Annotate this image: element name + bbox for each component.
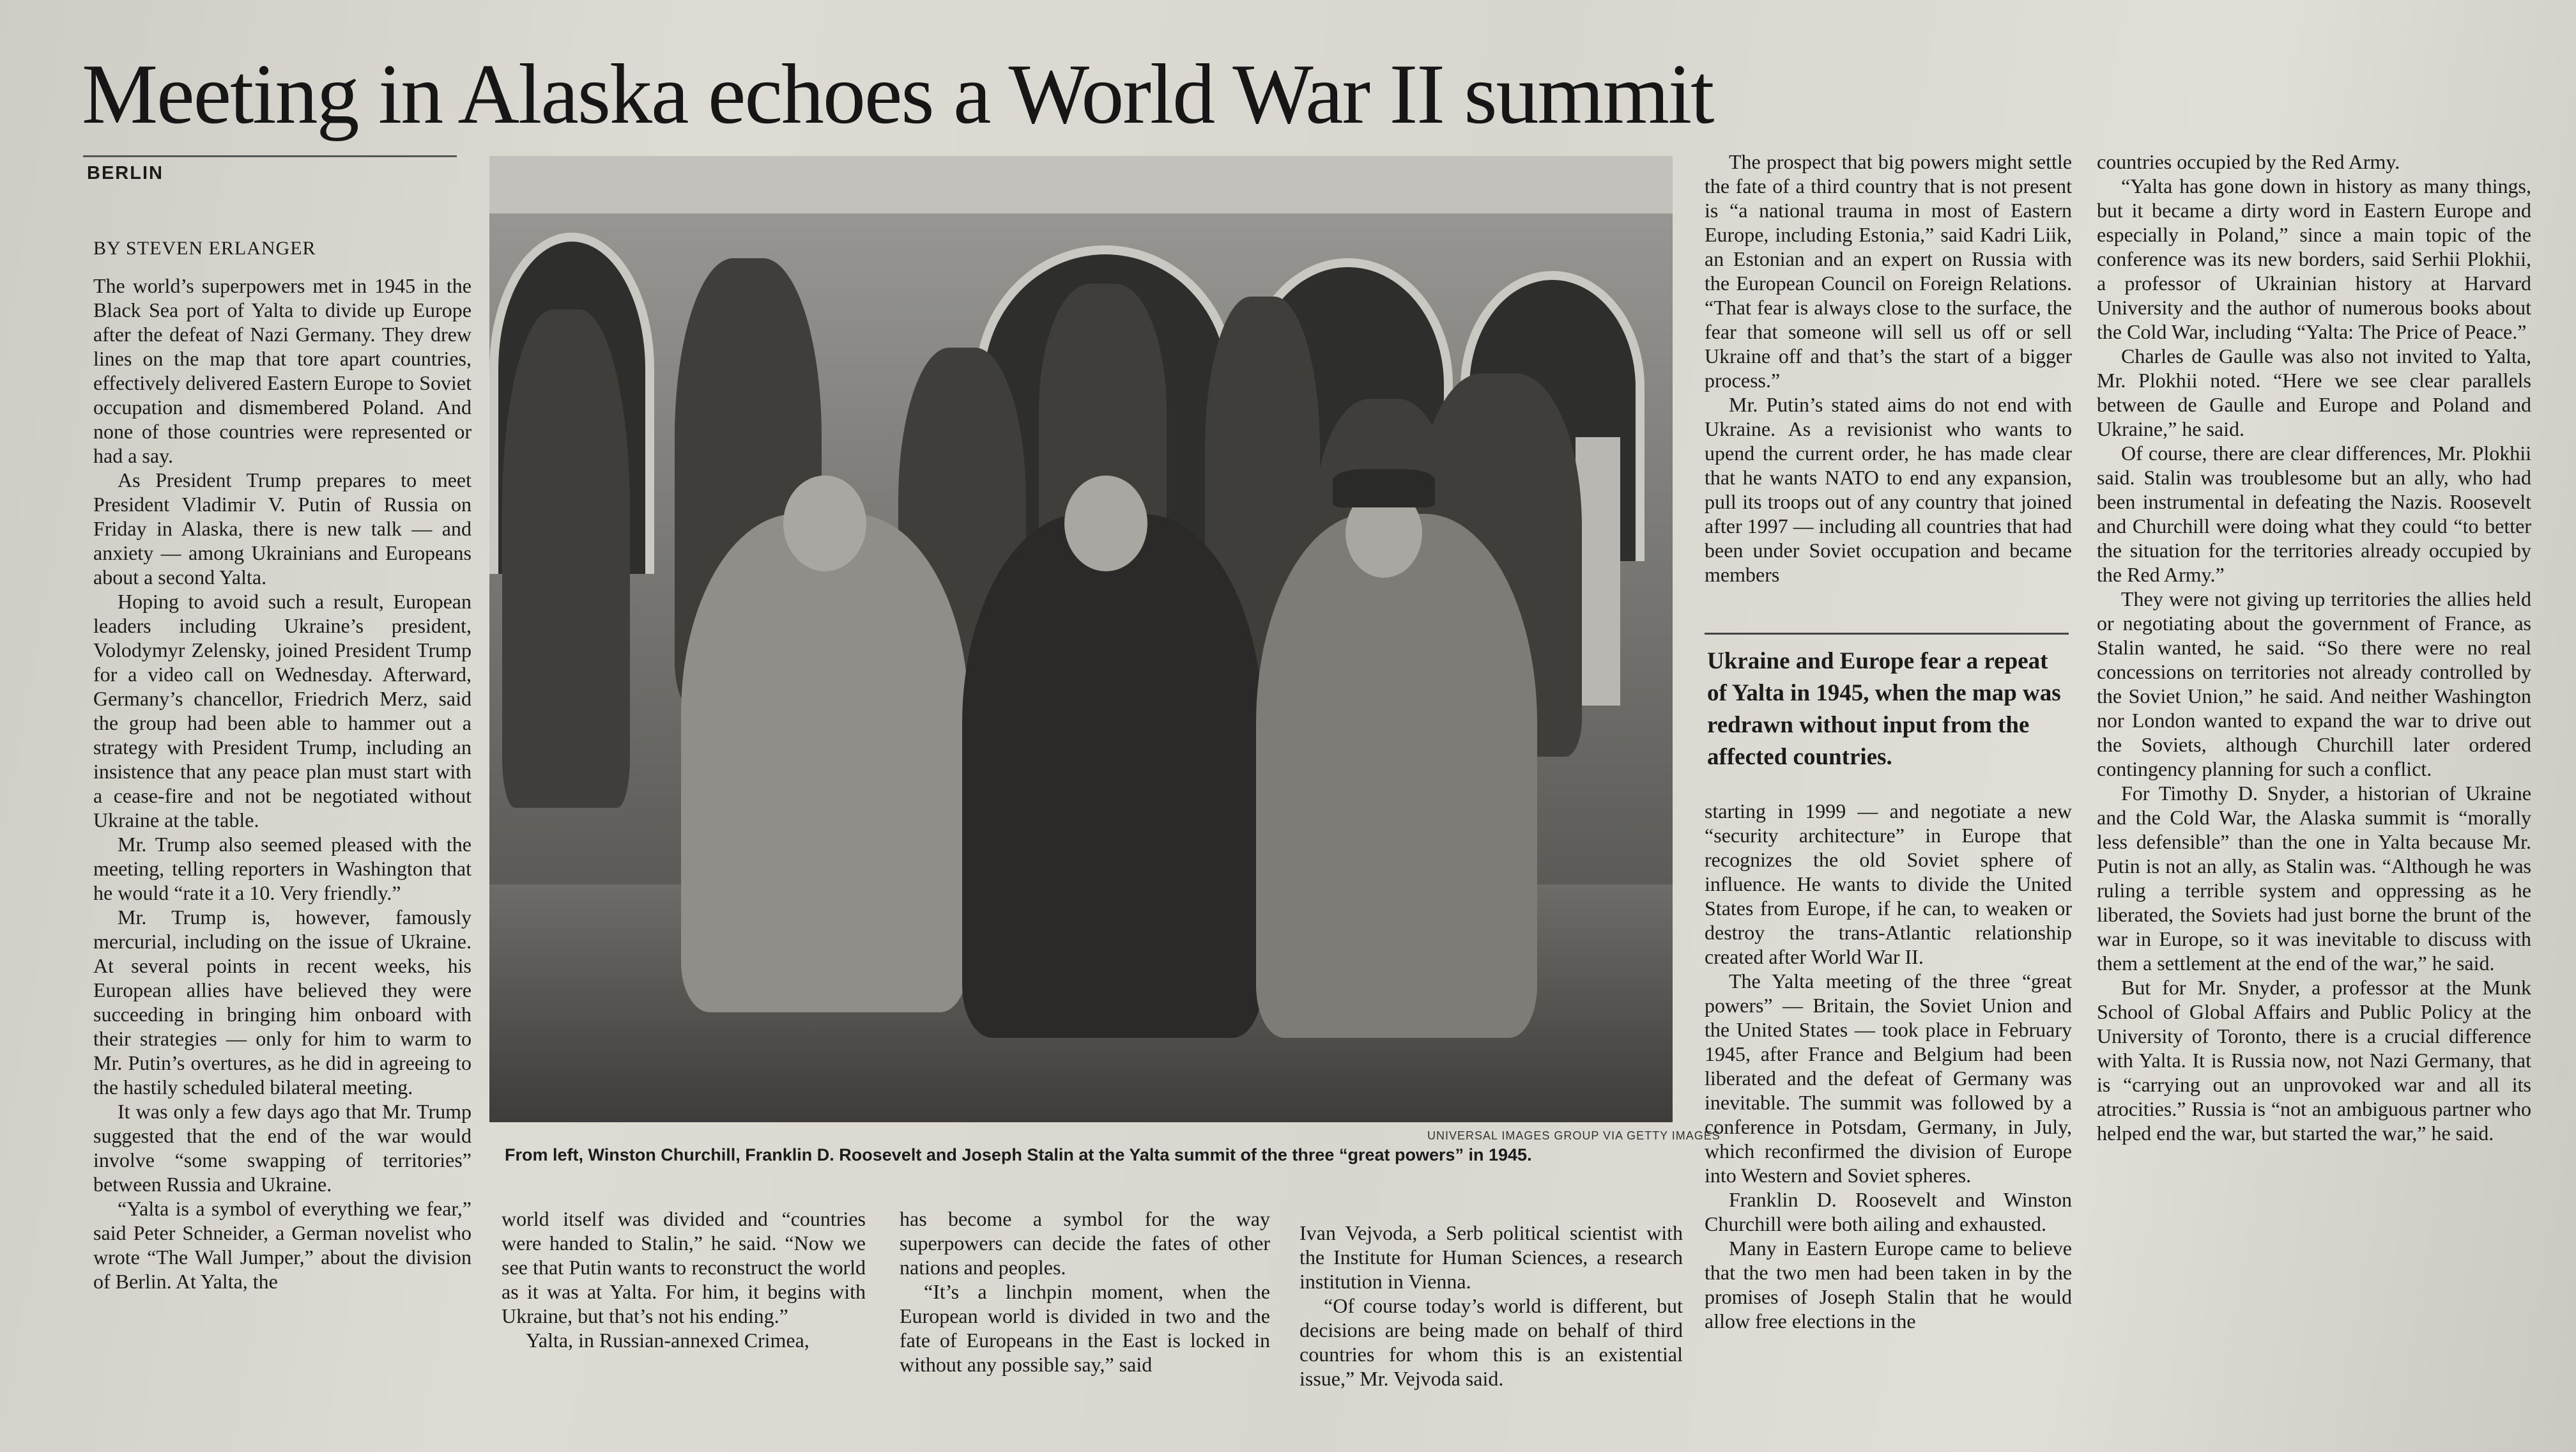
paragraph: Mr. Trump also seemed pleased with the meeting, telling reporters in Washington that he would “rate it a 10. Very friendly.” [93, 833, 471, 904]
paragraph: “It’s a linchpin moment, when the European world is divided in two and the fate of Europeans in the East is locked in without any possible say,” said [900, 1280, 1270, 1376]
paragraph: “Of course today’s world is different, but decisions are being made on behalf of third countries for whom this is an existential issue,” Mr. Vejvoda said. [1300, 1294, 1683, 1390]
pull-quote-rule [1705, 633, 2069, 635]
photo-figure-roosevelt [962, 514, 1262, 1038]
paragraph: As President Trump prepares to meet President Vladimir V. Putin of Russia on Friday in Alaska, there is new talk — and anxiety — among Ukrainians and Europeans about a second Yalta. [93, 468, 471, 589]
article-column-3 [900, 1207, 1270, 1398]
byline: BY STEVEN ERLANGER [93, 238, 316, 259]
photo-head [783, 475, 866, 571]
article-column-6 [2097, 150, 2531, 1409]
paragraph: Many in Eastern Europe came to believe that the two men had been taken in by the promises of Joseph Stalin that he would allow free elections in the [1705, 1237, 2072, 1332]
paragraph: world itself was divided and “countries were handed to Stalin,” he said. “Now we see that Putin wants to reconstruct the world as it was at Yalta. For him, it begins with Ukraine, but that’s not his ending.” [502, 1207, 866, 1327]
photo-cap [1333, 469, 1435, 507]
article-column-2 [502, 1207, 866, 1398]
article-column-5 [1705, 150, 2072, 597]
paragraph: Franklin D. Roosevelt and Winston Churchill were both ailing and exhausted. [1705, 1188, 2072, 1235]
photo-wall [489, 156, 1673, 213]
dateline-rule [83, 155, 457, 157]
photo-pillar [1575, 437, 1620, 706]
paragraph: “Yalta is a symbol of everything we fear,” said Peter Schneider, a German novelist who wrote “The Wall Jumper,” about the division of Berlin. At Yalta, the [93, 1197, 471, 1293]
paragraph: has become a symbol for the way superpowers can decide the fates of other nations and peoples. [900, 1207, 1270, 1279]
paragraph: It was only a few days ago that Mr. Trump suggested that the end of the war would involve “some swapping of territories” between Russia and Ukraine. [93, 1100, 471, 1196]
paragraph: The prospect that big powers might settle the fate of a third country that is not present is “a national trauma in most of Eastern Europe, including Estonia,” said Kadri Liik, an Estonian and an expert on Russia with the European Council on Foreign Relations. “That fear is always close to the surface, the fear that someone will sell us off or sell Ukraine off and that’s the start of a bigger process.” [1705, 150, 2072, 392]
paragraph: They were not giving up territories the allies held or negotiating about the government of France, as Stalin wanted, he said. “So there were no real concessions on territories not already controlled by the Soviet Union,” he said. And neither Washington nor London wanted to expand the war to drive out the Soviets, although Churchill later ordered contingency planning for such a conflict. [2097, 587, 2531, 780]
paragraph: Hoping to avoid such a result, European leaders including Ukraine’s president, Volodymyr Zelensky, joined President Trump for a video call on Wednesday. Afterward, Germany’s chancellor, Friedrich Merz, said the group had been able to hammer out a strategy with President Trump, including an insistence that any peace plan must start with a cease-fire and not be negotiated without Ukraine at the table. [93, 590, 471, 831]
paragraph: “Yalta has gone down in history as many things, but it became a dirty word in Eastern Europe and especially in Poland,” since a main topic of the conference was its new borders, said Serhii Plokhii, a professor of Ukrainian history at Harvard University and the author of numerous books about the Cold War, including “Yalta: The Price of Peace.” [2097, 174, 2531, 343]
article-column-4 [1300, 1221, 1683, 1400]
pull-quote: Ukraine and Europe fear a repeat of Yalta in 1945, when the map was redrawn without input from the affected countries. [1707, 648, 2061, 770]
paragraph: But for Mr. Snyder, a professor at the Munk School of Global Affairs and Public Policy at the University of Toronto, there is a crucial difference with Yalta. It is Russia now, not Nazi Germany, that is “carrying out an unprovoked war and all its atrocities.” Russia is “not an ambiguous partner who helped end the war, but started the war,” he said. [2097, 976, 2531, 1145]
photo-figure [502, 309, 630, 808]
photo-credit: UNIVERSAL IMAGES GROUP VIA GETTY IMAGES [1427, 1129, 1721, 1142]
yalta-summit-photo [489, 156, 1673, 1122]
headline: Meeting in Alaska echoes a World War II summit [82, 47, 1713, 141]
paragraph: The Yalta meeting of the three “great powers” — Britain, the Soviet Union and the United States — took place in February 1945, after France and Belgium had been liberated and the defeat of Germany was inevitable. The summit was followed by a conference in Potsdam, Germany, in July, which reconfirmed the division of Europe into Western and Soviet spheres. [1705, 969, 2072, 1187]
paragraph: Mr. Putin’s stated aims do not end with Ukraine. As a revisionist who wants to upend the current order, he has made clear that he wants NATO to end any expansion, pull its troops out of any country that joined after 1997 — including all countries that had been under Soviet occupation and became members [1705, 393, 2072, 586]
paragraph: starting in 1999 — and negotiate a new “security architecture” in Europe that recognizes the old Soviet sphere of influence. He wants to divide the United States from Europe, if he can, to weaken or destroy the trans-Atlantic relationship created after World War II. [1705, 799, 2072, 968]
dateline: BERLIN [87, 163, 164, 183]
paragraph: countries occupied by the Red Army. [2097, 150, 2400, 173]
paragraph: Yalta, in Russian-annexed Crimea, [526, 1329, 809, 1352]
paragraph: For Timothy D. Snyder, a historian of Ukraine and the Cold War, the Alaska summit is “morally less defensible” than the one in Yalta because Mr. Putin is not an ally, as Stalin was. “Although he was ruling a terrible system and oppressing as he liberated, the Soviets had just borne the brunt of the war in Europe, so it was inevitable to discuss with them a settlement at the end of the war,” he said. [2097, 782, 2531, 975]
article-column-5-continued [1705, 799, 2072, 1406]
paragraph: Ivan Vejvoda, a Serb political scientist with the Institute for Human Sciences, a research institution in Vienna. [1300, 1221, 1683, 1293]
paragraph: The world’s superpowers met in 1945 in the Black Sea port of Yalta to divide up Europe after the defeat of Nazi Germany. They drew lines on the map that tore apart countries, effectively delivered Eastern Europe to Soviet occupation and dismembered Poland. And none of those countries were represented or had a say. [93, 274, 471, 467]
article-column-1 [93, 274, 471, 1419]
paragraph: Of course, there are clear differences, Mr. Plokhii said. Stalin was troublesome but an ally, who had been instrumental in defeating the Nazis. Roosevelt and Churchill were doing what they could “to better the situation for the territories already occupied by the Red Army.” [2097, 442, 2531, 586]
paragraph: Charles de Gaulle was also not invited to Yalta, Mr. Plokhii noted. “Here we see clear parallels between de Gaulle and Europe and Poland and Ukraine,” he said. [2097, 344, 2531, 440]
paragraph: Mr. Trump is, however, famously mercurial, including on the issue of Ukraine. At several points in recent weeks, his European allies have believed they were succeeding in bringing him onboard with their strategies — only for him to warm to Mr. Putin’s overtures, as he did in agreeing to the hastily scheduled bilateral meeting. [93, 906, 471, 1099]
photo-head [1064, 475, 1147, 571]
photo-figure-churchill [681, 514, 969, 1012]
photo-figure-stalin [1256, 514, 1537, 1038]
photo-caption: From left, Winston Churchill, Franklin D. Roosevelt and Joseph Stalin at the Yalta summit of the three “great powers” in 1945. [505, 1145, 1532, 1164]
